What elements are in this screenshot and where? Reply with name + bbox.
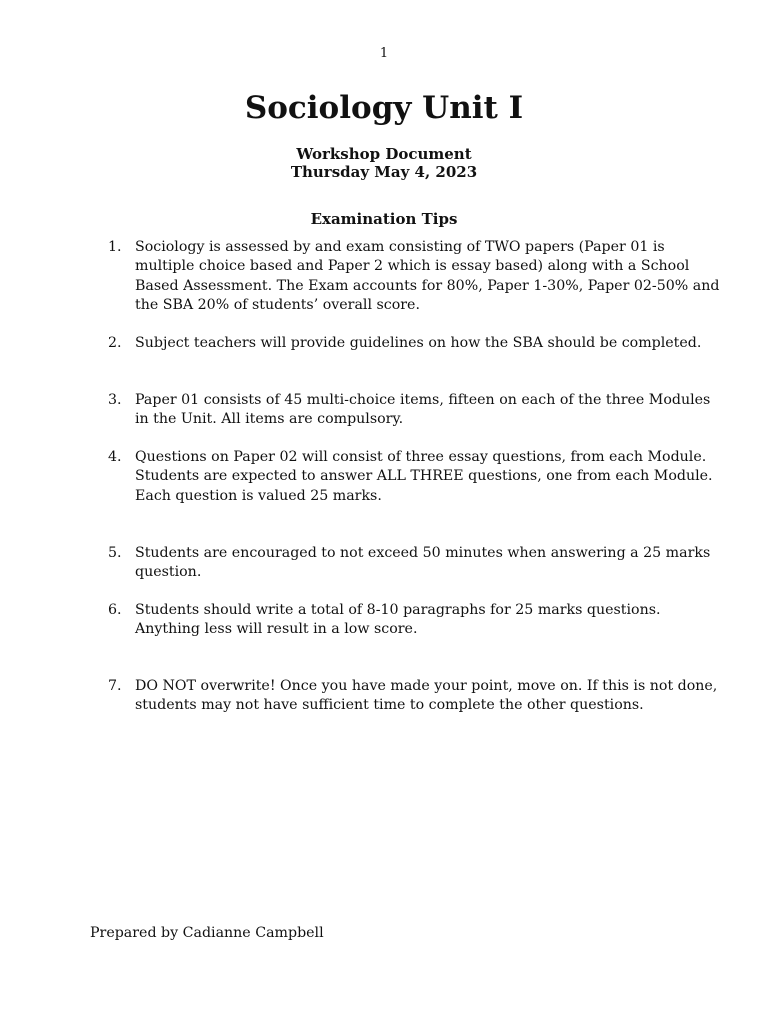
tip-number: 4.: [108, 449, 122, 465]
tip-line: multiple choice based and Paper 2 which is essay based) along with a School: [135, 258, 690, 275]
tip-number: 2.: [108, 335, 122, 351]
tip-text: [135, 334, 702, 353]
tip-line: Each question is valued 25 marks.: [135, 487, 382, 504]
tip-number: 6.: [108, 602, 122, 618]
tip-line: Students are encouraged to not exceed 50 minutes when answering a 25 marks: [135, 545, 711, 561]
document-subtitle: Workshop Document: [296, 145, 472, 163]
section-heading: Examination Tips: [310, 210, 458, 228]
tip-number: 5.: [108, 545, 122, 561]
tip-text: [135, 677, 718, 716]
tip-number: 1.: [108, 239, 122, 255]
document-date: Thursday May 4, 2023: [290, 163, 478, 181]
tip-line: Students should write a total of 8-10 paragraphs for 25 marks questions.: [135, 602, 661, 618]
tip-line: Subject teachers will provide guidelines on how the SBA should be completed.: [135, 335, 702, 351]
tip-number: 7.: [108, 678, 122, 694]
tip-line: in the Unit. All items are compulsory.: [135, 411, 404, 428]
tip-text: [135, 448, 713, 506]
tip-line: question.: [135, 564, 202, 581]
tip-number: 3.: [108, 392, 122, 408]
tip-item-2: [108, 334, 702, 353]
page-title: Sociology Unit I: [244, 90, 524, 126]
tip-text: [135, 238, 720, 315]
tip-line: Anything less will result in a low score.: [135, 621, 418, 638]
tip-text: [135, 391, 711, 430]
tip-line: DO NOT overwrite! Once you have made your point, move on. If this is not done,: [135, 678, 718, 694]
tip-line: Students are expected to answer ALL THREE questions, one from each Module.: [135, 468, 713, 485]
tip-item-6: [108, 601, 688, 640]
tip-line: Based Assessment. The Exam accounts for 80%, Paper 1-30%, Paper 02-50% and: [135, 277, 720, 294]
tip-item-7: [108, 677, 718, 716]
tip-item-4: [108, 448, 713, 506]
tip-line: students may not have sufficient time to complete the other questions.: [135, 697, 644, 714]
tip-text: [135, 601, 688, 640]
page-number: 1: [379, 46, 389, 61]
tip-item-1: [108, 238, 720, 315]
tip-line: Paper 01 consists of 45 multi-choice items, fifteen on each of the three Modules: [135, 392, 711, 408]
tip-text: [135, 544, 711, 583]
tip-item-3: [108, 391, 711, 430]
footer-author: Prepared by Cadianne Campbell: [90, 925, 324, 941]
tip-line: Questions on Paper 02 will consist of three essay questions, from each Module.: [135, 449, 707, 465]
tip-line: the SBA 20% of students’ overall score.: [135, 296, 420, 313]
tip-item-5: [108, 544, 711, 583]
tip-line: Sociology is assessed by and exam consisting of TWO papers (Paper 01 is: [135, 239, 665, 255]
